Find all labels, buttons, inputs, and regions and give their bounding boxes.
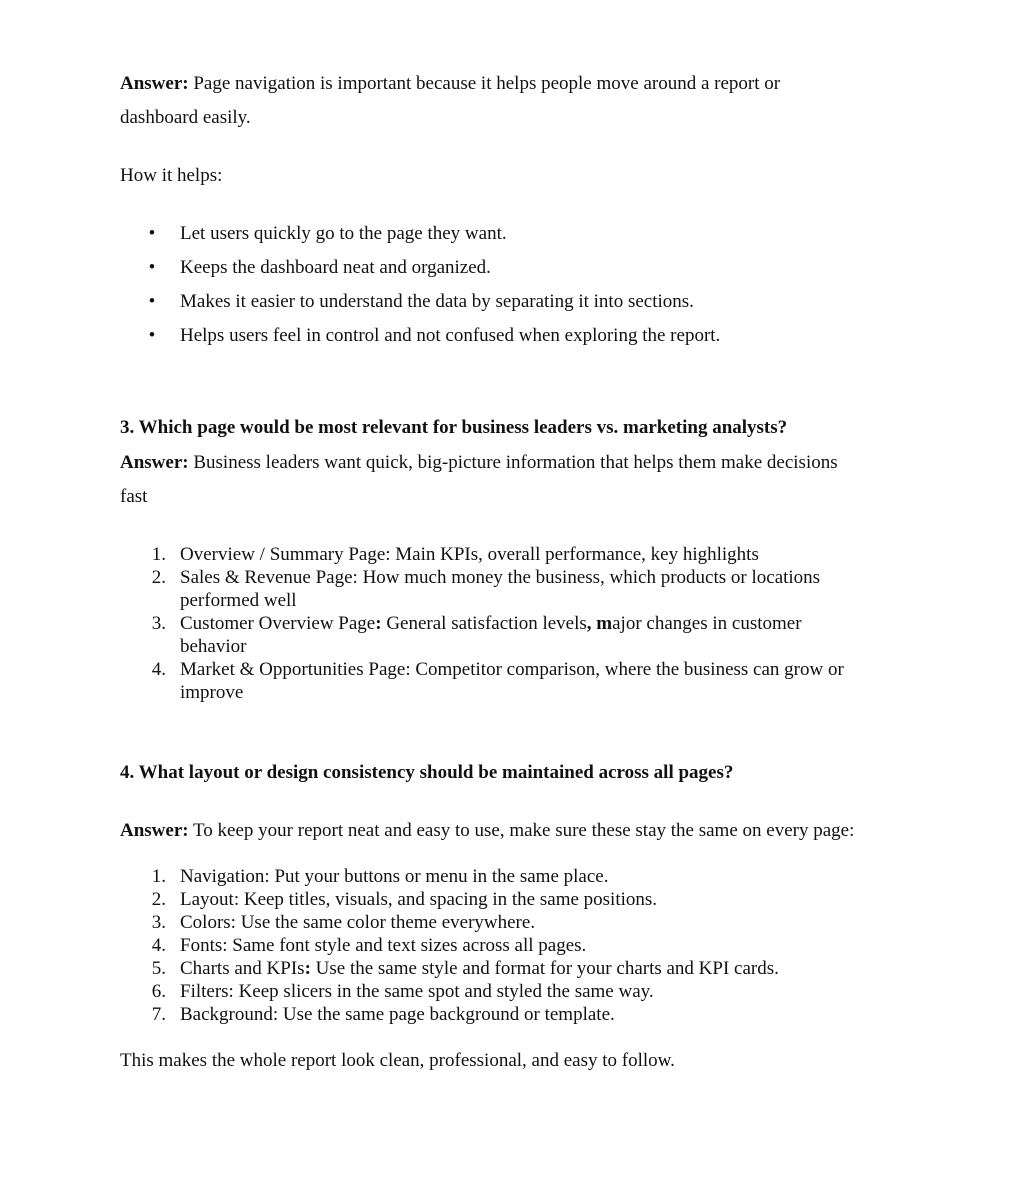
answer-text: Business leaders want quick, big-picture information that helps them make decisions — [193, 452, 838, 473]
list-item — [0, 889, 1016, 911]
list-item-text: Makes it easier to understand the data by separating it into sections. — [180, 291, 694, 312]
bullet-marker: • — [148, 223, 156, 244]
list-number: 3. — [151, 912, 166, 933]
list-number: 2. — [151, 889, 166, 910]
list-item-text: Let users quickly go to the page they want. — [180, 223, 507, 244]
list-number: 1. — [151, 866, 166, 887]
list-item-text — [180, 958, 779, 980]
list-item-text: Colors: Use the same color theme everywhere. — [180, 912, 536, 933]
list-item-text: Market & Opportunities Page: Competitor comparison, where the business can grow or — [180, 659, 844, 680]
list-item-text: Fonts: Same font style and text sizes across all pages. — [180, 935, 587, 956]
list-item-text: Filters: Keep slicers in the same spot and styled the same way. — [180, 981, 654, 1002]
list-item-text: Helps users feel in control and not confused when exploring the report. — [180, 325, 721, 346]
how-it-helps-label: How it helps: — [120, 165, 223, 186]
list-item — [0, 613, 1016, 635]
list-item — [0, 981, 1016, 1003]
answer-text: To keep your report neat and easy to use, make sure these stay the same on every page: — [193, 820, 855, 841]
answer-paragraph-line-1 — [120, 73, 780, 95]
answer-label: Answer: — [120, 73, 189, 94]
list-number: 3. — [151, 613, 166, 634]
answer-paragraph — [120, 820, 854, 842]
list-item-continuation: behavior — [180, 636, 247, 657]
text-run: General satisfaction levels — [381, 613, 587, 634]
bold-run: : — [375, 613, 382, 634]
bullet-marker: • — [148, 291, 156, 312]
list-number: 2. — [151, 567, 166, 588]
section-heading-4: 4. What layout or design consistency should be maintained across all pages? — [120, 762, 734, 783]
list-item-text: Sales & Revenue Page: How much money the business, which products or locations — [180, 567, 821, 588]
list-number: 6. — [151, 981, 166, 1002]
text-run: Charts and KPIs — [180, 958, 305, 979]
list-item — [0, 1004, 1016, 1026]
list-item — [0, 866, 1016, 888]
answer-label: Answer: — [120, 820, 189, 841]
list-item-text: Background: Use the same page background or template. — [180, 1004, 615, 1025]
list-item — [0, 544, 1016, 566]
closing-paragraph: This makes the whole report look clean, professional, and easy to follow. — [120, 1050, 675, 1071]
text-run: ajor changes in customer — [612, 613, 802, 634]
list-number: 7. — [151, 1004, 166, 1025]
list-number: 4. — [151, 659, 166, 680]
list-number: 5. — [151, 958, 166, 979]
list-item — [0, 659, 1016, 681]
answer-paragraph-line-1 — [120, 452, 838, 474]
bullet-marker: • — [148, 257, 156, 278]
list-item-text: Navigation: Put your buttons or menu in the same place. — [180, 866, 609, 887]
list-item-continuation: performed well — [180, 590, 297, 611]
text-run: Use the same style and format for your charts and KPI cards. — [310, 958, 779, 979]
text-run: Customer Overview Page — [180, 613, 376, 634]
section-heading-3: 3. Which page would be most relevant for business leaders vs. marketing analysts? — [120, 417, 788, 438]
answer-paragraph-line-2: dashboard easily. — [120, 107, 251, 128]
list-item — [0, 958, 1016, 980]
list-item — [0, 291, 1016, 313]
list-item — [0, 257, 1016, 279]
list-item — [0, 223, 1016, 245]
list-item-continuation: improve — [180, 682, 244, 703]
answer-label: Answer: — [120, 452, 189, 473]
list-item-text: Overview / Summary Page: Main KPIs, overall performance, key highlights — [180, 544, 759, 565]
list-item-text — [180, 613, 802, 635]
bold-run: , m — [586, 613, 613, 634]
list-number: 1. — [151, 544, 166, 565]
list-item-text: Keeps the dashboard neat and organized. — [180, 257, 491, 278]
list-item — [0, 912, 1016, 934]
bullet-marker: • — [148, 325, 156, 346]
answer-paragraph-line-2: fast — [120, 486, 148, 507]
list-number: 4. — [151, 935, 166, 956]
list-item — [0, 935, 1016, 957]
answer-text: Page navigation is important because it helps people move around a report or — [193, 73, 781, 94]
list-item-text: Layout: Keep titles, visuals, and spacing in the same positions. — [180, 889, 658, 910]
bold-run: : — [304, 958, 311, 979]
list-item — [0, 567, 1016, 589]
list-item — [0, 325, 1016, 347]
